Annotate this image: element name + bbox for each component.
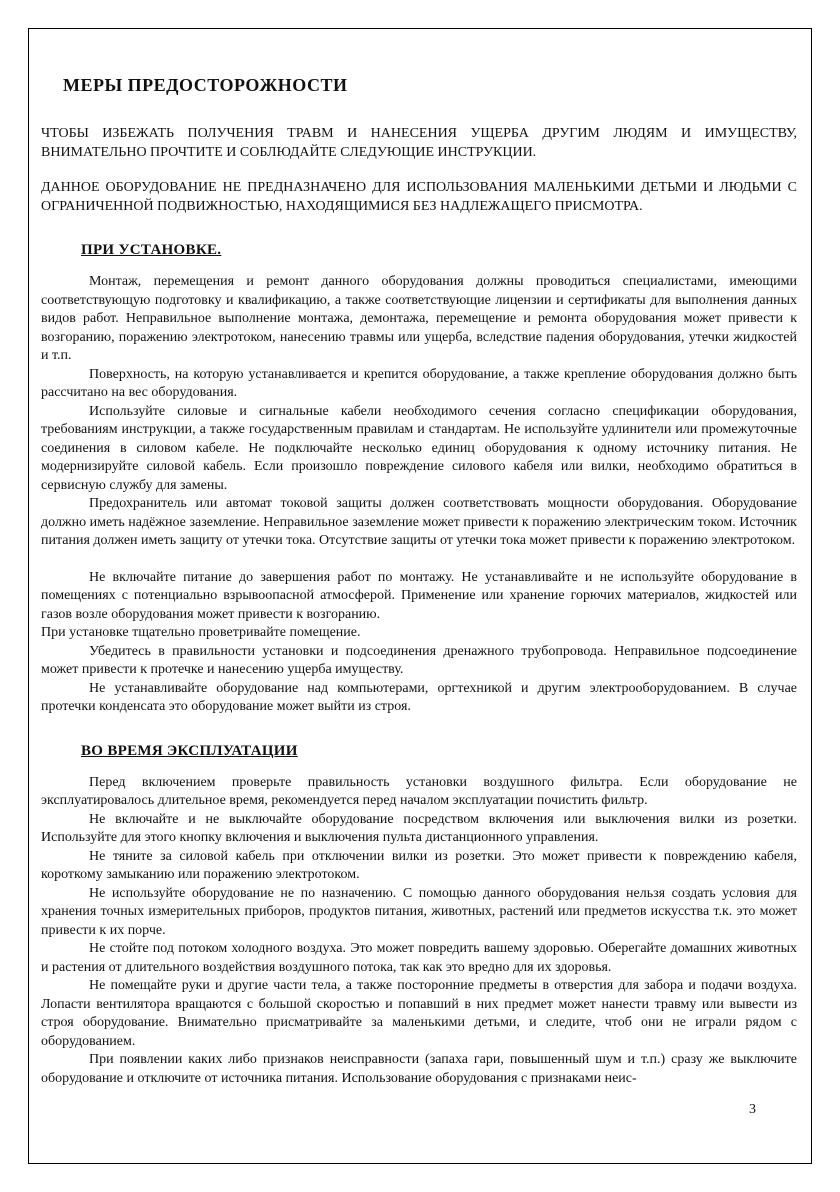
section-heading-installation: ПРИ УСТАНОВКЕ.: [81, 242, 222, 258]
paragraph: При появлении каких либо признаков неисправности (запаха гари, повышенный шум и т.п.) сразу же выключите оборудование и отключите от источника питания. Использование оборудования с признаками неис-: [41, 1052, 797, 1086]
paragraph: Не включайте и не выключайте оборудование посредством включения или выключения вилки из розетки. Используйте для этого кнопку включения и выключения пульта дистанционного управления.: [41, 811, 797, 845]
page-title: МЕРЫ ПРЕДОСТОРОЖНОСТИ: [63, 75, 348, 95]
paragraph: Поверхность, на которую устанавливается и крепится оборудование, а также крепление оборудования должно быть рассчитано на вес оборудования.: [41, 366, 797, 400]
paragraph: Перед включением проверьте правильность установки воздушного фильтра. Если оборудование не эксплуатировалось длительное время, рекомендуется перед началом эксплуатации почистить фильтр.: [41, 774, 797, 808]
paragraph: Не включайте питание до завершения работ по монтажу. Не устанавливайте и не используйте оборудование в помещениях с потенциально взрывоопасной атмосферой. Применение или хранение горючих материалов, жидкостей или газов возле оборудования может привести к возгоранию.: [41, 569, 797, 622]
paragraph: Не устанавливайте оборудование над компьютерами, оргтехникой и другим электрооборудованием. В случае протечки конденсата это оборудование может выйти из строя.: [41, 680, 797, 714]
paragraph: Не стойте под потоком холодного воздуха. Это может повредить вашему здоровью. Оберегайте домашних животных и растения от длительного воздействия воздушного потока, так как это вредно для их здоровья.: [41, 941, 797, 975]
paragraph: Монтаж, перемещения и ремонт данного оборудования должны проводиться специалистами, имеющими соответствующую подготовку и квалификацию, а также соответствующие лицензии и сертификаты для выполнения данных видов работ. Неправильное выполнение монтажа, демонтажа, перемещение и ремонта оборудования может привести к возгоранию, поражению электротоком, нанесению травмы или ущерба, вследствие падения оборудования, утечки жидкостей и т.п.: [41, 274, 797, 363]
page-border-frame: [28, 28, 812, 1164]
paragraph: Убедитесь в правильности установки и подсоединения дренажного трубопровода. Неправильное подсоединение может привести к протечке и нанесению ущерба имуществу.: [41, 643, 797, 677]
paragraph: Используйте силовые и сигнальные кабели необходимого сечения согласно спецификации оборудования, требованиям инструкции, а также государственным правилам и стандартам. Не используйте удлинители или промежуточные соединения в силовом кабеле. Не подключайте несколько единиц оборудования к одному источнику питания. Не модернизируйте силовой кабель. Если произошло повреждение силового кабеля или вилки, необходимо обратиться в сервисную службу для замены.: [41, 403, 797, 493]
paragraph: Предохранитель или автомат токовой защиты должен соответствовать мощности оборудования. Оборудование должно иметь надёжное заземление. Неправильное заземление может привести к поражению электрическим током. Источник питания должен иметь защиту от утечки тока. Отсутствие защиты от утечки тока может привести к поражению электротоком.: [41, 496, 797, 548]
intro-paragraph: ДАННОЕ ОБОРУДОВАНИЕ НЕ ПРЕДНАЗНАЧЕНО ДЛЯ ИСПОЛЬЗОВАНИЯ МАЛЕНЬКИМИ ДЕТЬМИ И ЛЮДЬМИ С ОГРАНИЧЕННОЙ ПОДВИЖНОСТЬЮ, НАХОДЯЩИМИСЯ БЕЗ НАДЛЕЖАЩЕГО ПРИСМОТРА.: [41, 180, 797, 214]
page-number: 3: [749, 1102, 756, 1117]
intro-paragraph: ЧТОБЫ ИЗБЕЖАТЬ ПОЛУЧЕНИЯ ТРАВМ И НАНЕСЕНИЯ УЩЕРБА ДРУГИМ ЛЮДЯМ И ИМУЩЕСТВУ, ВНИМАТЕЛЬНО ПРОЧТИТЕ И СОБЛЮДАЙТЕ СЛЕДУЮЩИЕ ИНСТРУКЦИИ.: [41, 126, 797, 160]
paragraph: Не тяните за силовой кабель при отключении вилки из розетки. Это может привести к повреждению кабеля, короткому замыканию или поражению электротоком.: [41, 848, 797, 882]
paragraph: Не используйте оборудование не по назначению. С помощью данного оборудования нельзя создать условия для хранения точных измерительных приборов, продуктов питания, животных, растений или предметов искусства т.к. это может привести к их порче.: [41, 885, 797, 938]
section-heading-operation: ВО ВРЕМЯ ЭКСПЛУАТАЦИИ: [81, 742, 298, 759]
paragraph: Не помещайте руки и другие части тела, а также посторонние предметы в отверстия для забора и подачи воздуха. Лопасти вентилятора вращаются с большой скоростью и попавший в них предмет может нанести травму или вывести из строя оборудование. Внимательно присматривайте за маленькими детьми, и следите, чтоб они не играли рядом с оборудованием.: [41, 978, 797, 1049]
paragraph: При установке тщательно проветривайте помещение.: [41, 625, 361, 640]
